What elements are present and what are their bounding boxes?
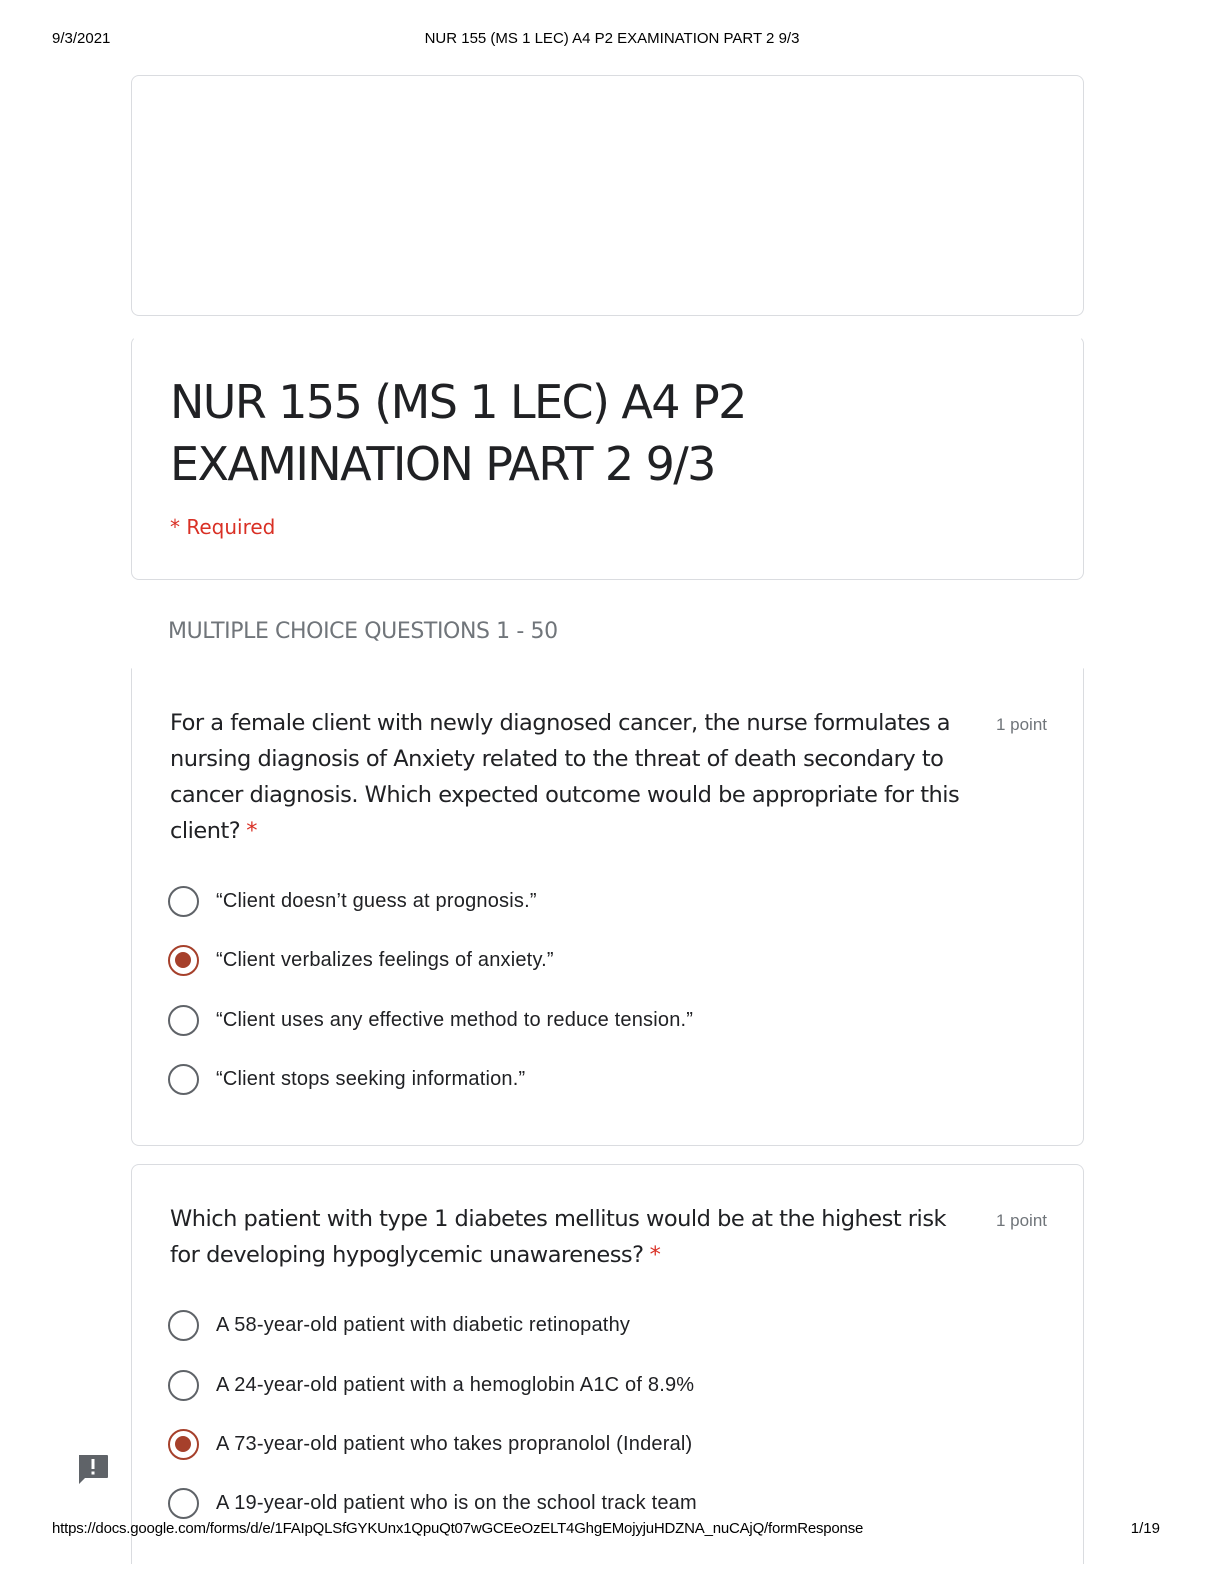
- radio-button[interactable]: [168, 1064, 199, 1095]
- question-card: [131, 668, 1084, 1146]
- radio-button[interactable]: [168, 1488, 199, 1519]
- option-label: “Client verbalizes feelings of anxiety.”: [216, 948, 554, 971]
- option-label: A 58-year-old patient with diabetic retinopathy: [216, 1313, 631, 1336]
- form-title: NUR 155 (MS 1 LEC) A4 P2 EXAMINATION PART 2 9/3: [170, 375, 746, 491]
- required-asterisk: *: [649, 1242, 661, 1268]
- question-points: 1 point: [995, 715, 1047, 734]
- question-text: Which patient with type 1 diabetes mellitus would be at the highest risk for developing hypoglycemic unawareness? *: [170, 1206, 947, 1268]
- question-points: 1 point: [995, 1211, 1047, 1230]
- radio-option[interactable]: [168, 884, 537, 918]
- print-date: 9/3/2021: [52, 30, 111, 47]
- radio-button[interactable]: [168, 1005, 199, 1036]
- question-text: For a female client with newly diagnosed cancer, the nurse formulates a nursing diagnosis of Anxiety related to the threat of death secondary to cancer diagnosis. Which expected outcome would be appropriate for this client? *: [170, 710, 960, 844]
- radio-button-selected[interactable]: [168, 945, 199, 976]
- radio-option[interactable]: [168, 1368, 694, 1402]
- radio-option[interactable]: [168, 1486, 697, 1520]
- required-asterisk: *: [246, 818, 257, 844]
- radio-button-selected[interactable]: [168, 1429, 199, 1460]
- print-footer: [0, 1520, 1224, 1540]
- report-feedback-icon[interactable]: [77, 1454, 109, 1488]
- print-title: NUR 155 (MS 1 LEC) A4 P2 EXAMINATION PART 2 9/3: [424, 30, 800, 47]
- radio-option[interactable]: [168, 1308, 630, 1342]
- option-label: A 73-year-old patient who takes propranolol (Inderal): [216, 1432, 693, 1455]
- print-url: https://docs.google.com/forms/d/e/1FAIpQLSfGYKUnx1QpuQt07wGCEeOzELT4GhgEMojyjuHDZNA_nuCAjQ/formResponse: [52, 1520, 864, 1537]
- radio-button[interactable]: [168, 1370, 199, 1401]
- header-banner: [131, 75, 1084, 316]
- radio-option[interactable]: [168, 1003, 693, 1037]
- radio-option[interactable]: [168, 1427, 692, 1461]
- print-page-number: 1/19: [1130, 1520, 1160, 1537]
- required-note: * Required: [170, 515, 276, 539]
- option-label: “Client doesn’t guess at prognosis.”: [216, 889, 537, 912]
- radio-button[interactable]: [168, 1310, 199, 1341]
- question-card: [131, 1164, 1084, 1564]
- section-title: MULTIPLE CHOICE QUESTIONS 1 - 50: [168, 619, 558, 644]
- option-label: A 24-year-old patient with a hemoglobin A1C of 8.9%: [216, 1373, 695, 1396]
- option-label: “Client stops seeking information.”: [216, 1067, 526, 1090]
- form-title-card: [131, 336, 1084, 580]
- option-label: A 19-year-old patient who is on the school track team: [216, 1491, 697, 1514]
- option-label: “Client uses any effective method to reduce tension.”: [216, 1008, 694, 1031]
- print-header: [0, 30, 1224, 50]
- radio-button[interactable]: [168, 886, 199, 917]
- radio-option[interactable]: [168, 1062, 525, 1096]
- radio-option[interactable]: [168, 943, 554, 977]
